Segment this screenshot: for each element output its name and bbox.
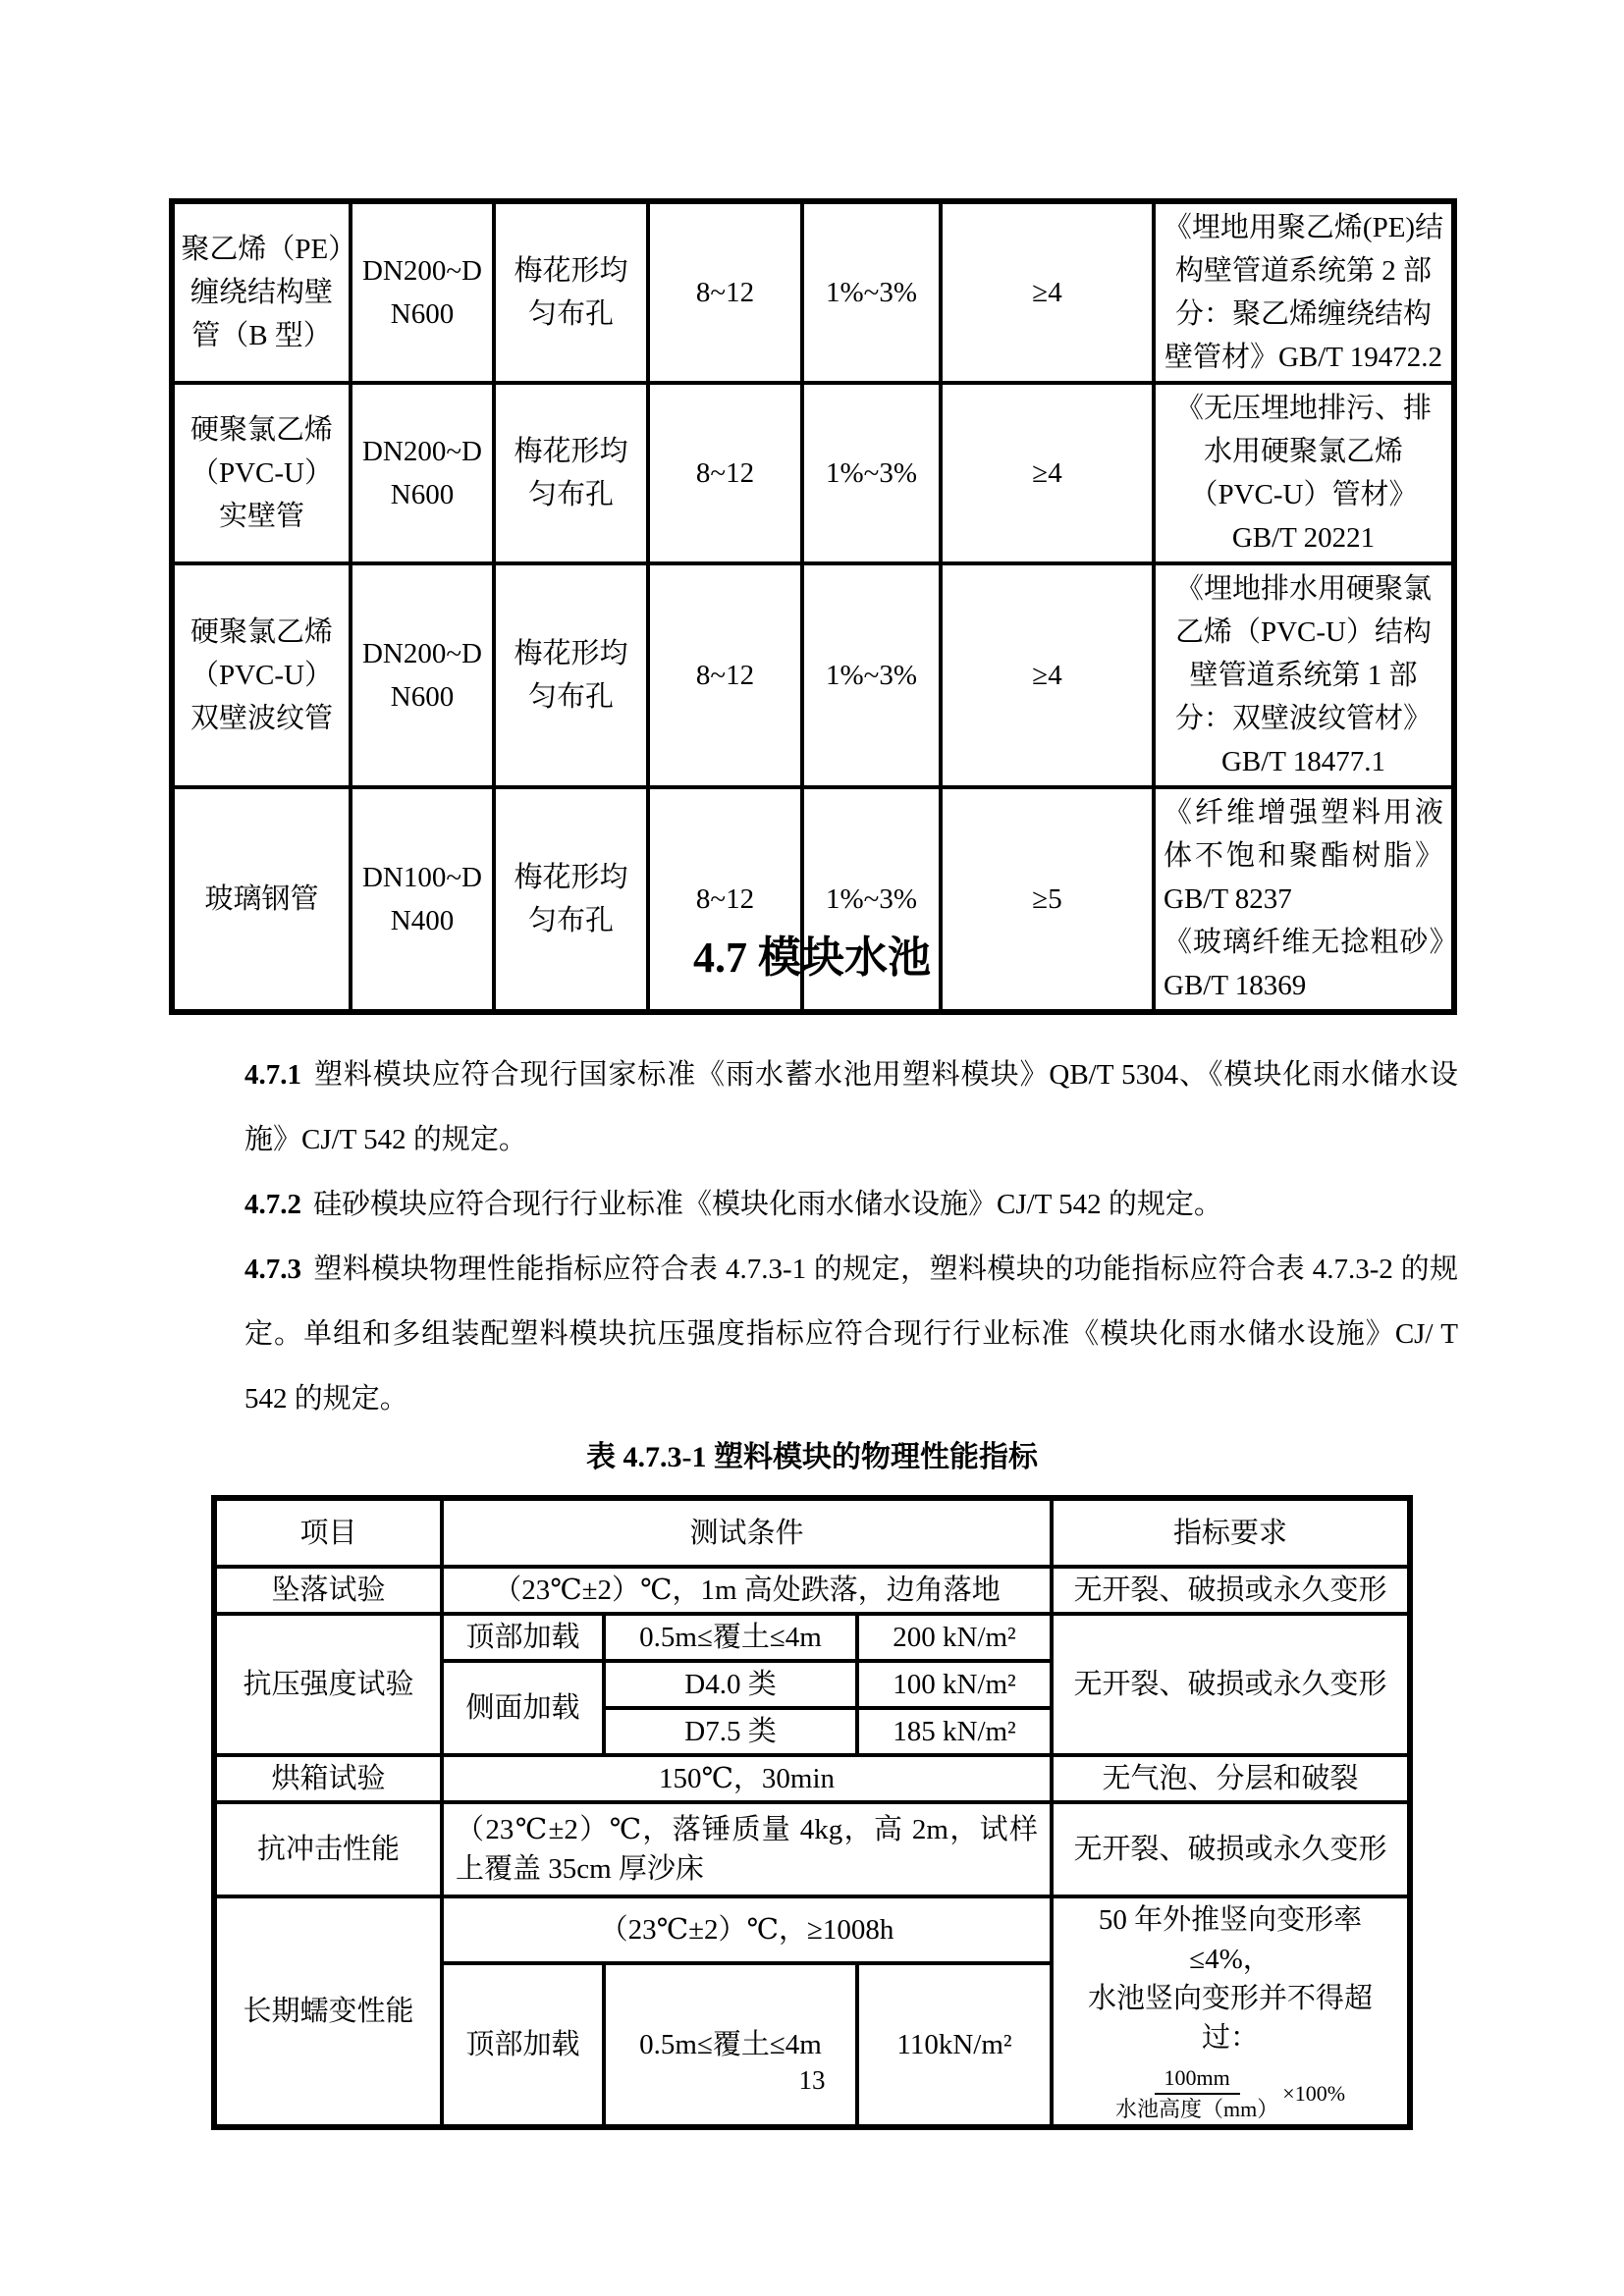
cell-test-condition: D4.0 类	[604, 1661, 857, 1708]
cell-test-condition: （23℃±2）℃，落锤质量 4kg，高 2m，试样上覆盖 35cm 厚沙床	[442, 1802, 1052, 1896]
requirement-text: 50 年外推竖向变形率≤4%，	[1098, 1904, 1363, 1975]
clause-number: 4.7.1	[244, 1059, 301, 1091]
cell-pipe-name: 玻璃钢管	[172, 787, 351, 1012]
cell-requirement: 无开裂、破损或永久变形	[1052, 1567, 1410, 1614]
cell-test-condition: （23℃±2）℃，≥1008h	[442, 1896, 1052, 1963]
cell-test-item: 抗压强度试验	[214, 1614, 442, 1755]
cell-ring-stiffness: ≥5	[941, 787, 1154, 1012]
plastic-module-performance-table	[211, 1495, 1413, 2130]
cell-loading-mode: 顶部加载	[442, 1963, 604, 2127]
section-heading: 4.7 模块水池	[693, 934, 931, 982]
clause-text: 塑料模块应符合现行国家标准《雨水蓄水池用塑料模块》QB/T 5304、《模块化雨水储水设施》CJ/T 542 的规定。	[244, 1059, 1458, 1155]
table-row	[214, 1567, 1410, 1614]
cell-test-condition: 0.5m≤覆土≤4m	[604, 1963, 857, 2127]
cell-requirement: 无开裂、破损或永久变形	[1052, 1802, 1410, 1896]
cell-test-item: 长期蠕变性能	[214, 1896, 442, 2127]
cell-test-item: 烘箱试验	[214, 1755, 442, 1802]
cell-requirement: 无气泡、分层和破裂	[1052, 1755, 1410, 1802]
header-item: 项目	[214, 1498, 442, 1567]
cell-hole-pattern: 梅花形均匀布孔	[494, 383, 648, 563]
cell-ring-stiffness: ≥4	[941, 383, 1154, 563]
clause-number: 4.7.2	[244, 1189, 301, 1220]
cell-standard: 《埋地用聚乙烯(PE)结构壁管道系统第 2 部分：聚乙烯缠绕结构壁管材》GB/T 19472.2	[1154, 201, 1454, 383]
table-caption: 表 4.7.3-1 塑料模块的物理性能指标	[586, 1441, 1038, 1473]
cell-ring-stiffness: ≥4	[941, 201, 1154, 383]
cell-hole-diameter: 8~12	[648, 201, 802, 383]
table-header-row	[214, 1498, 1410, 1567]
cell-pipe-size: DN200~DN600	[351, 563, 494, 787]
cell-test-value: 200 kN/m²	[857, 1614, 1052, 1661]
clauses-block	[244, 1042, 1458, 1431]
clause-4-7-1	[244, 1042, 1458, 1172]
cell-loading-mode: 顶部加载	[442, 1614, 604, 1661]
clause-text: 硅砂模块应符合现行行业标准《模块化雨水储水设施》CJ/T 542 的规定。	[313, 1189, 1222, 1220]
header-requirement: 指标要求	[1052, 1498, 1410, 1567]
cell-pipe-name: 聚乙烯（PE）缠绕结构壁管（B 型）	[172, 201, 351, 383]
cell-opening-ratio: 1%~3%	[802, 787, 941, 1012]
cell-test-condition: 0.5m≤覆土≤4m	[604, 1614, 857, 1661]
cell-loading-mode: 侧面加载	[442, 1661, 604, 1755]
cell-hole-pattern: 梅花形均匀布孔	[494, 563, 648, 787]
pipe-materials-table	[169, 198, 1457, 1015]
cell-standard: 《无压埋地排污、排水用硬聚氯乙烯（PVC-U）管材》GB/T 20221	[1154, 383, 1454, 563]
cell-pipe-name: 硬聚氯乙烯（PVC-U）实壁管	[172, 383, 351, 563]
table-row	[172, 383, 1454, 563]
cell-hole-diameter: 8~12	[648, 787, 802, 1012]
cell-test-value: 100 kN/m²	[857, 1661, 1052, 1708]
cell-test-value: 185 kN/m²	[857, 1708, 1052, 1755]
cell-test-value: 110kN/m²	[857, 1963, 1052, 2127]
cell-requirement: 无开裂、破损或永久变形	[1052, 1614, 1410, 1755]
page-number: 13	[798, 2065, 826, 2095]
cell-test-item: 坠落试验	[214, 1567, 442, 1614]
cell-hole-diameter: 8~12	[648, 563, 802, 787]
table-row	[214, 1614, 1410, 1661]
table-row	[172, 563, 1454, 787]
cell-test-condition: D7.5 类	[604, 1708, 857, 1755]
standard-reference: 《纤维增强塑料用液体不饱和聚酯树脂》GB/T 8237	[1164, 797, 1443, 915]
cell-test-item: 抗冲击性能	[214, 1802, 442, 1896]
clause-4-7-2	[244, 1172, 1458, 1237]
cell-pipe-name: 硬聚氯乙烯（PVC-U）双壁波纹管	[172, 563, 351, 787]
table-row	[214, 1755, 1410, 1802]
cell-test-condition: （23℃±2）℃，1m 高处跌落，边角落地	[442, 1567, 1052, 1614]
clause-number: 4.7.3	[244, 1254, 301, 1285]
cell-pipe-size: DN200~DN600	[351, 383, 494, 563]
cell-opening-ratio: 1%~3%	[802, 383, 941, 563]
requirement-text: 水池竖向变形并不得超过：	[1088, 1983, 1374, 2054]
cell-hole-pattern: 梅花形均匀布孔	[494, 787, 648, 1012]
standard-reference: 《玻璃纤维无捻粗砂》GB/T 18369	[1164, 927, 1443, 1001]
cell-pipe-size: DN100~DN400	[351, 787, 494, 1012]
table-row	[214, 1802, 1410, 1896]
cell-ring-stiffness: ≥4	[941, 563, 1154, 787]
cell-hole-pattern: 梅花形均匀布孔	[494, 201, 648, 383]
header-condition: 测试条件	[442, 1498, 1052, 1567]
fraction-multiplier: ×100%	[1282, 2081, 1346, 2106]
cell-test-condition: 150℃，30min	[442, 1755, 1052, 1802]
cell-pipe-size: DN200~DN600	[351, 201, 494, 383]
cell-standard: 《埋地排水用硬聚氯乙烯（PVC-U）结构壁管道系统第 1 部分：双壁波纹管材》GB/T 18477.1	[1154, 563, 1454, 787]
clause-4-7-3	[244, 1237, 1458, 1431]
cell-opening-ratio: 1%~3%	[802, 201, 941, 383]
table-row	[172, 201, 1454, 383]
fraction-numerator: 100mm	[1155, 2065, 1240, 2095]
fraction-denominator: 水池高度（mm）	[1115, 2097, 1279, 2121]
table-row	[214, 1896, 1410, 1963]
cell-opening-ratio: 1%~3%	[802, 563, 941, 787]
clause-text: 塑料模块物理性能指标应符合表 4.7.3-1 的规定，塑料模块的功能指标应符合表 4.7.3-2 的规定。单组和多组装配塑料模块抗压强度指标应符合现行行业标准《模块化雨水储水设施》CJ/ T 542 的规定。	[244, 1254, 1458, 1415]
cell-hole-diameter: 8~12	[648, 383, 802, 563]
